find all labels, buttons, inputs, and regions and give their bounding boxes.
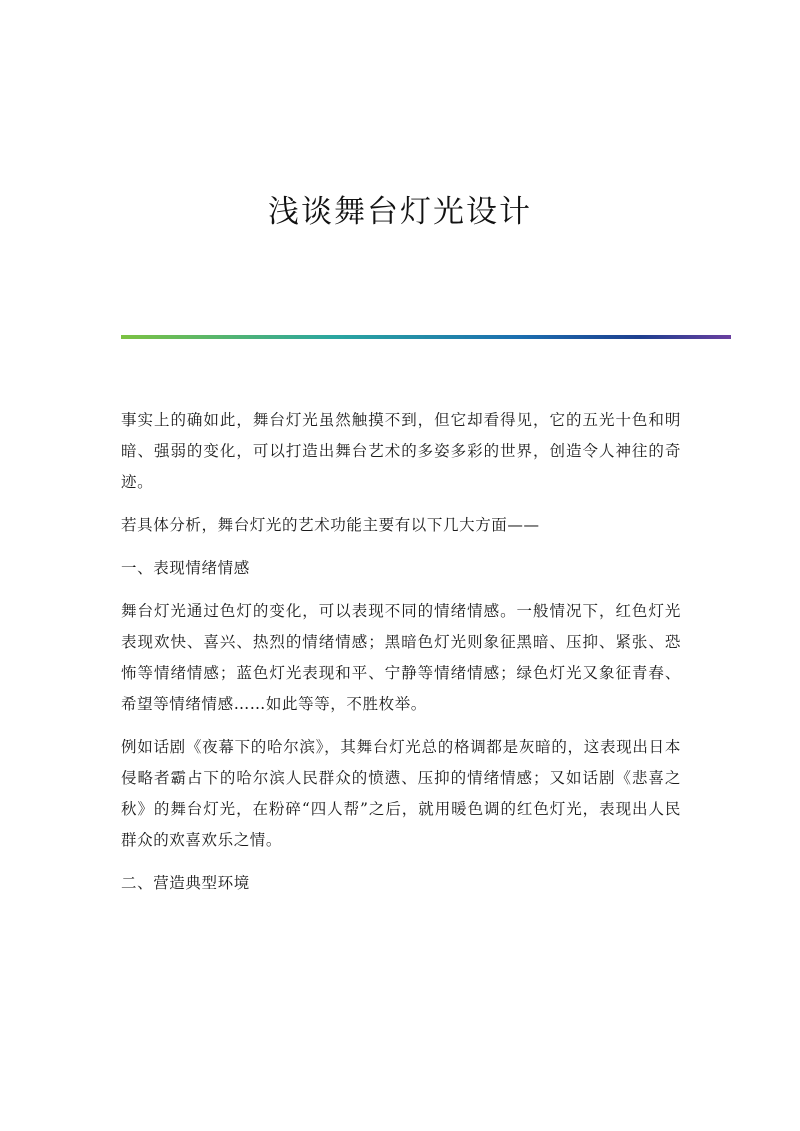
paragraph-example: 例如话剧《夜幕下的哈尔滨》，其舞台灯光总的格调都是灰暗的，这表现出日本侵略者霸占下的哈尔滨人民群众的愤懑、压抑的情绪情感；又如话剧《悲喜之秋》的舞台灯光，在粉碎“四人帮”之后，就用暖色调的红色灯光，表现出人民群众的欢喜欢乐之情。 [121,738,681,849]
section-heading-2: 二、营造典型环境 [121,874,250,892]
paragraph-emotion: 舞台灯光通过色灯的变化，可以表现不同的情绪情感。一般情况下，红色灯光表现欢快、喜兴、热烈的情绪情感；黑暗色灯光则象征黑暗、压抑、紧张、恐怖等情绪情感；蓝色灯光表现和平、宁静等情绪情感；绿色灯光又象征青春、希望等情绪情感……如此等等，不胜枚举。 [121,602,681,713]
document-body [121,405,681,911]
document-title: 浅谈舞台灯光设计 [268,194,532,230]
section-heading-1: 一、表现情绪情感 [121,559,250,577]
paragraph-intro: 事实上的确如此，舞台灯光虽然触摸不到，但它却看得见，它的五光十色和明暗、强弱的变化，可以打造出舞台艺术的多姿多彩的世界，创造令人神往的奇迹。 [121,411,681,491]
paragraph-analysis: 若具体分析，舞台灯光的艺术功能主要有以下几大方面—— [121,516,540,534]
title-divider [121,335,731,339]
